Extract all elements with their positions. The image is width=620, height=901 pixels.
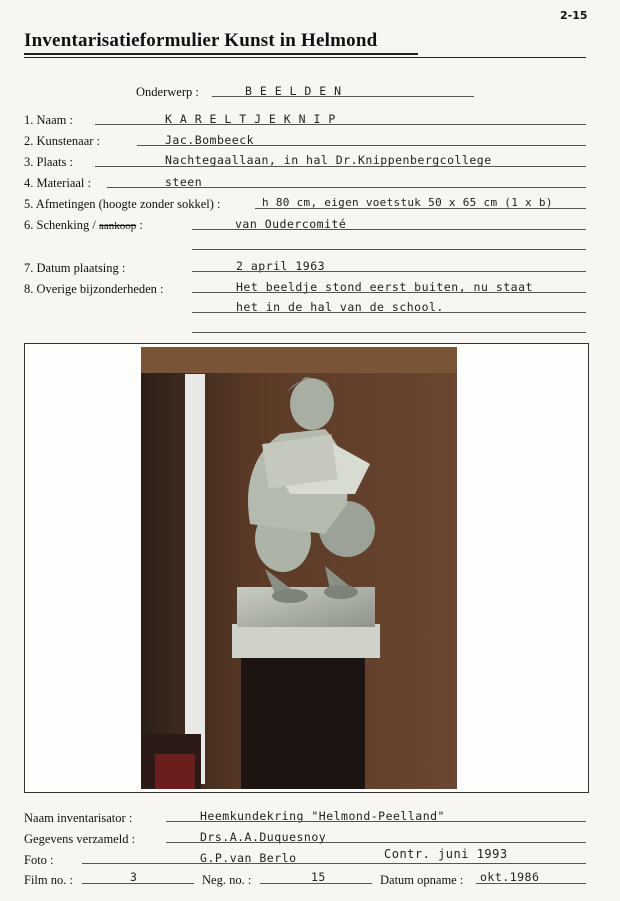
foto-value: G.P.van Berlo [200,851,297,865]
plaats-label: 3. Plaats : [24,155,73,169]
materiaal-label: 4. Materiaal : [24,176,91,190]
datum-plaatsing-label: 7. Datum plaatsing : [24,261,126,275]
inventarisator-label: Naam inventarisator : [24,811,133,825]
datum-opname-value: okt.1986 [480,870,540,884]
verzameld-value: Drs.A.A.Duquesnoy [200,830,327,844]
onderwerp-value: B E E L D E N [245,84,342,98]
onderwerp-label: Onderwerp : [136,85,199,99]
datum-plaatsing-value: 2 april 1963 [236,259,326,273]
foto-label: Foto : [24,853,54,867]
inventarisator-line [166,821,586,822]
aankoop-struck: aankoop [99,220,137,232]
kunstenaar-label: 2. Kunstenaar : [24,134,101,148]
photo-frame [24,343,589,793]
schenking-value: van Oudercomité [235,217,347,231]
datum-opname-line [476,883,586,884]
schenking-label-main: 6. Schenking / [24,218,96,232]
title-underline [24,53,418,55]
schenking-label [24,218,143,233]
film-value: 3 [130,870,138,884]
neg-value: 15 [311,870,326,884]
schenking-line-2 [192,249,586,250]
kunstenaar-value: Jac.Bombeeck [165,133,255,147]
overige-line-3 [192,332,586,333]
kunstenaar-line [137,145,586,146]
afmetingen-line [255,208,586,209]
materiaal-line [107,187,586,188]
title-rule [24,57,586,58]
foto-line [82,863,586,864]
neg-line [260,883,372,884]
naam-label: 1. Naam : [24,113,73,127]
afmetingen-value: h 80 cm, eigen voetstuk 50 x 65 cm (1 x b) [262,196,553,209]
film-label: Film no. : [24,873,73,887]
overige-value-line1: Het beeldje stond eerst buiten, nu staat [236,280,533,294]
onderwerp-line [212,96,474,97]
sculpture-photo [25,344,588,792]
naam-value: K A R E L T J E K N I P [165,112,336,126]
datum-opname-label: Datum opname : [380,873,464,887]
contr-value: Contr. juni 1993 [384,847,508,861]
inventarisator-value: Heemkundekring "Helmond-Peelland" [200,809,445,823]
overige-label: 8. Overige bijzonderheden : [24,282,164,296]
datum-plaatsing-line [192,271,586,272]
verzameld-label: Gegevens verzameld : [24,832,136,846]
overige-value-line2: het in de hal van de school. [236,300,444,314]
form-title: Inventarisatieformulier Kunst in Helmond [24,30,378,51]
film-line [82,883,194,884]
neg-label: Neg. no. : [202,873,252,887]
verzameld-line [166,842,586,843]
schenking-line [192,229,586,230]
plaats-value: Nachtegaallaan, in hal Dr.Knippenbergcollege [165,153,492,167]
materiaal-value: steen [165,175,203,189]
plaats-line [95,166,586,167]
overige-line-1 [192,292,586,293]
naam-line [95,124,586,125]
schenking-colon: : [139,218,143,232]
corner-mark: 2-15 [560,9,588,22]
overige-line-2 [192,312,586,313]
afmetingen-label: 5. Afmetingen (hoogte zonder sokkel) : [24,197,221,211]
